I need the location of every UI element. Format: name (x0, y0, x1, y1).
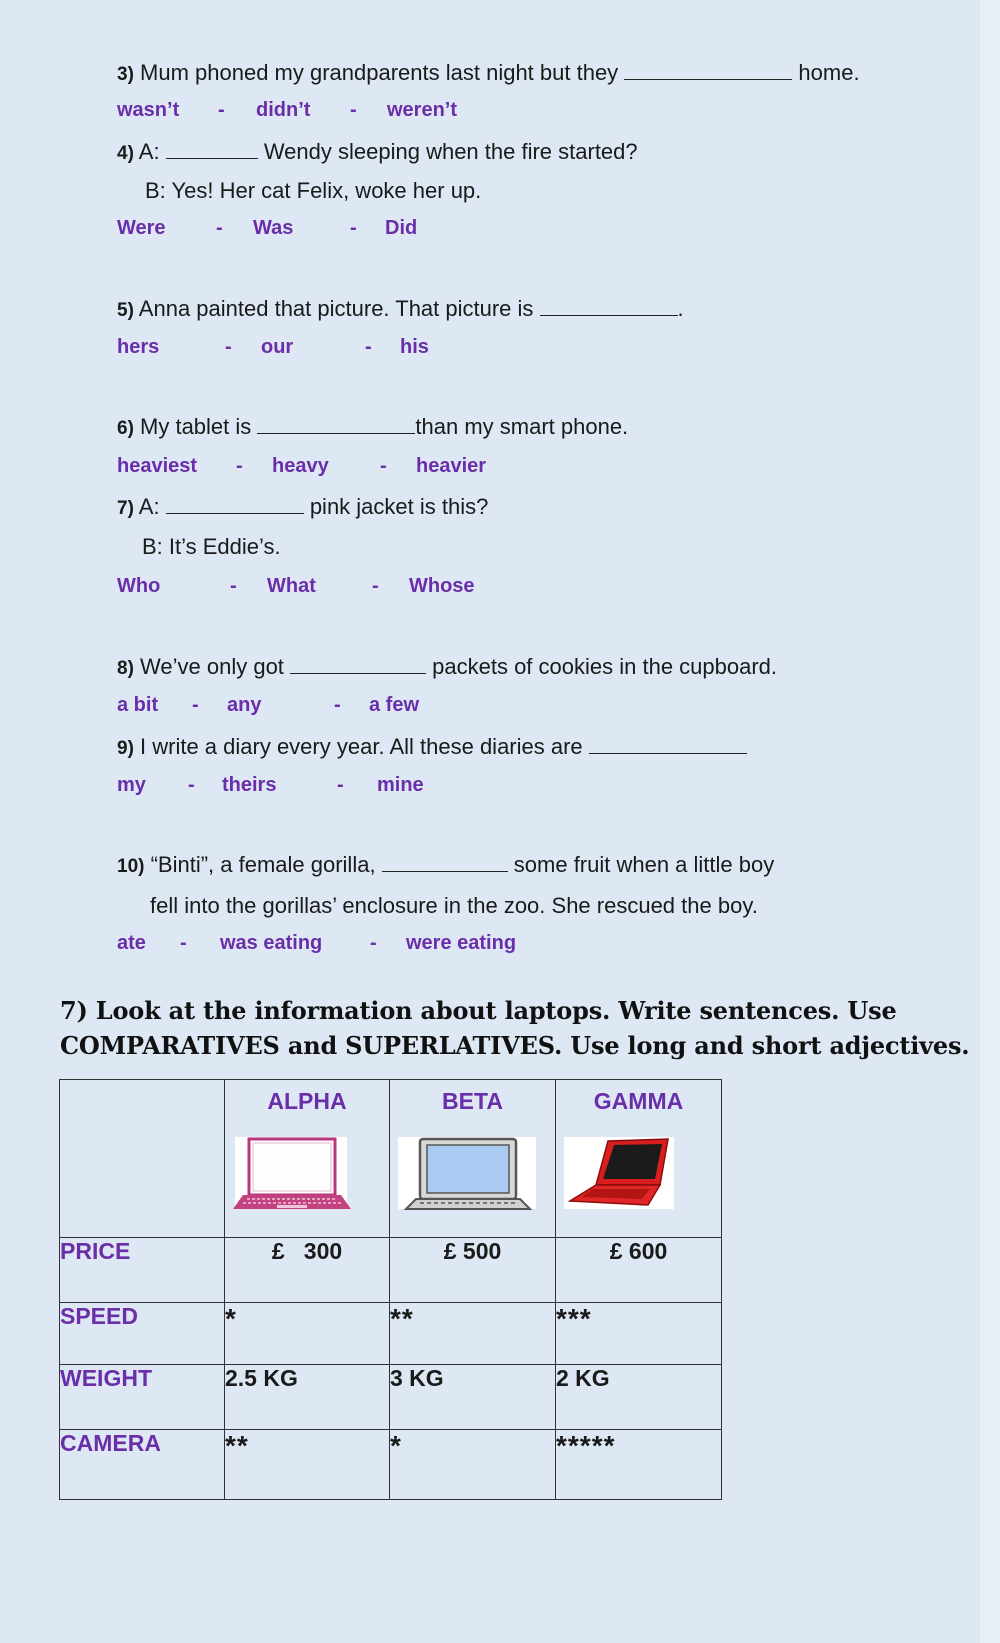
blue-laptop-icon (390, 1115, 555, 1211)
task-7-heading-line2: COMPARATIVES and SUPERLATIVES. Use long and short adjectives. (60, 1031, 970, 1060)
answer-blank[interactable] (382, 853, 508, 872)
separator: - (337, 774, 344, 796)
table-corner-cell (60, 1080, 225, 1238)
question-text-end: packets of cookies in the cupboard. (426, 654, 778, 679)
question-text: Wendy sleeping when the fire started? (257, 139, 638, 164)
camera-gamma: ***** (556, 1430, 722, 1500)
laptop-table (59, 1079, 722, 1500)
option-q5-1[interactable]: hers (117, 336, 160, 358)
question-text-end: some fruit when a little boy (507, 852, 775, 877)
table-row (60, 1238, 722, 1303)
question-text-end: than my smart phone. (415, 414, 629, 439)
answer-blank[interactable] (624, 61, 792, 80)
separator: - (188, 774, 195, 796)
question-text: I write a diary every year. All these diaries are (133, 734, 589, 759)
weight-alpha: 2.5 KG (225, 1365, 390, 1430)
laptop-image-alpha (225, 1115, 389, 1211)
column-header: GAMMA (593, 1088, 684, 1114)
row-label-speed: SPEED (60, 1303, 225, 1365)
row-label-camera: CAMERA (60, 1430, 225, 1500)
question-number: 4) (117, 143, 134, 164)
question-10 (117, 852, 774, 880)
column-gamma (556, 1080, 722, 1238)
option-q9-3[interactable]: mine (377, 774, 424, 796)
question-3 (117, 60, 860, 88)
question-prefix: A: (133, 139, 166, 164)
option-q3-1[interactable]: wasn’t (117, 99, 180, 121)
question-number: 7) (117, 498, 134, 519)
option-q10-3[interactable]: were eating (406, 932, 517, 954)
question-prefix: A: (133, 494, 166, 519)
option-q9-1[interactable]: my (117, 774, 146, 796)
separator: - (372, 575, 379, 597)
question-8 (117, 654, 777, 682)
question-text-end: home. (792, 60, 860, 85)
laptop-image-gamma (556, 1115, 721, 1211)
column-beta (390, 1080, 556, 1238)
column-header: BETA (442, 1088, 503, 1114)
question-5 (117, 296, 684, 324)
question-7-reply: B: It’s Eddie’s. (142, 534, 281, 559)
question-10-line2: fell into the gorillas’ enclosure in the zoo. She rescued the boy. (150, 893, 758, 918)
separator: - (380, 455, 387, 477)
question-number: 6) (117, 418, 134, 439)
separator: - (350, 99, 357, 121)
separator: - (334, 694, 341, 716)
page-edge (980, 0, 1000, 1643)
option-q7-2[interactable]: What (267, 575, 316, 597)
laptop-image-beta (390, 1115, 555, 1211)
separator: - (216, 217, 223, 239)
question-number: 9) (117, 738, 134, 759)
separator: - (225, 336, 232, 358)
option-q4-1[interactable]: Were (117, 217, 166, 239)
question-6 (117, 414, 628, 442)
option-q10-2[interactable]: was eating (220, 932, 323, 954)
question-4-reply: B: Yes! Her cat Felix, woke her up. (145, 178, 482, 203)
question-7 (117, 494, 488, 522)
option-q6-3[interactable]: heavier (416, 455, 487, 477)
weight-gamma: 2 KG (556, 1365, 722, 1430)
question-text: “Binti”, a female gorilla, (144, 852, 382, 877)
separator: - (218, 99, 225, 121)
question-number: 5) (117, 300, 134, 321)
option-q8-3[interactable]: a few (369, 694, 420, 716)
option-q8-1[interactable]: a bit (117, 694, 159, 716)
column-header: ALPHA (267, 1088, 347, 1114)
answer-blank[interactable] (290, 655, 426, 674)
question-text: Anna painted that picture. That picture is (133, 296, 540, 321)
answer-blank[interactable] (589, 735, 747, 754)
question-4 (117, 139, 638, 167)
answer-blank[interactable] (257, 415, 415, 434)
option-q3-2[interactable]: didn’t (256, 99, 311, 121)
question-number: 10) (117, 856, 145, 877)
option-q4-2[interactable]: Was (253, 217, 294, 239)
option-q10-1[interactable]: ate (117, 932, 146, 954)
row-label-price: PRICE (60, 1238, 225, 1303)
separator: - (370, 932, 377, 954)
option-q6-2[interactable]: heavy (272, 455, 329, 477)
question-text: We’ve only got (133, 654, 291, 679)
weight-beta: 3 KG (390, 1365, 556, 1430)
option-q9-2[interactable]: theirs (222, 774, 277, 796)
price-beta: £ 500 (390, 1238, 556, 1303)
option-q8-2[interactable]: any (227, 694, 262, 716)
option-q3-3[interactable]: weren’t (387, 99, 458, 121)
pink-laptop-icon (225, 1115, 389, 1211)
red-laptop-icon (556, 1115, 721, 1211)
price-gamma: £ 600 (556, 1238, 722, 1303)
question-text: pink jacket is this? (303, 494, 489, 519)
price-alpha: £ 300 (225, 1238, 390, 1303)
task-7-heading-line1: 7) Look at the information about laptops. Write sentences. Use (60, 996, 897, 1025)
separator: - (180, 932, 187, 954)
camera-beta: * (390, 1430, 556, 1500)
option-q4-3[interactable]: Did (385, 217, 418, 239)
question-text-end: . (677, 296, 684, 321)
table-row (60, 1365, 722, 1430)
table-header-row (60, 1080, 722, 1238)
speed-alpha: * (225, 1303, 390, 1365)
separator: - (365, 336, 372, 358)
answer-blank[interactable] (166, 140, 258, 159)
option-q7-3[interactable]: Whose (409, 575, 475, 597)
option-q7-1[interactable]: Who (117, 575, 161, 597)
separator: - (236, 455, 243, 477)
question-number: 3) (117, 64, 134, 85)
option-q5-2[interactable]: our (261, 336, 294, 358)
column-alpha (225, 1080, 390, 1238)
camera-alpha: ** (225, 1430, 390, 1500)
option-q5-3[interactable]: his (400, 336, 429, 358)
table-row (60, 1303, 722, 1365)
answer-blank[interactable] (166, 495, 304, 514)
option-q6-1[interactable]: heaviest (117, 455, 198, 477)
question-text: My tablet is (133, 414, 258, 439)
question-text: Mum phoned my grandparents last night but they (133, 60, 625, 85)
row-label-weight: WEIGHT (60, 1365, 225, 1430)
separator: - (192, 694, 199, 716)
question-number: 8) (117, 658, 134, 679)
speed-gamma: *** (556, 1303, 722, 1365)
separator: - (350, 217, 357, 239)
question-9 (117, 734, 747, 762)
answer-blank[interactable] (540, 297, 678, 316)
table-row (60, 1430, 722, 1500)
speed-beta: ** (390, 1303, 556, 1365)
separator: - (230, 575, 237, 597)
